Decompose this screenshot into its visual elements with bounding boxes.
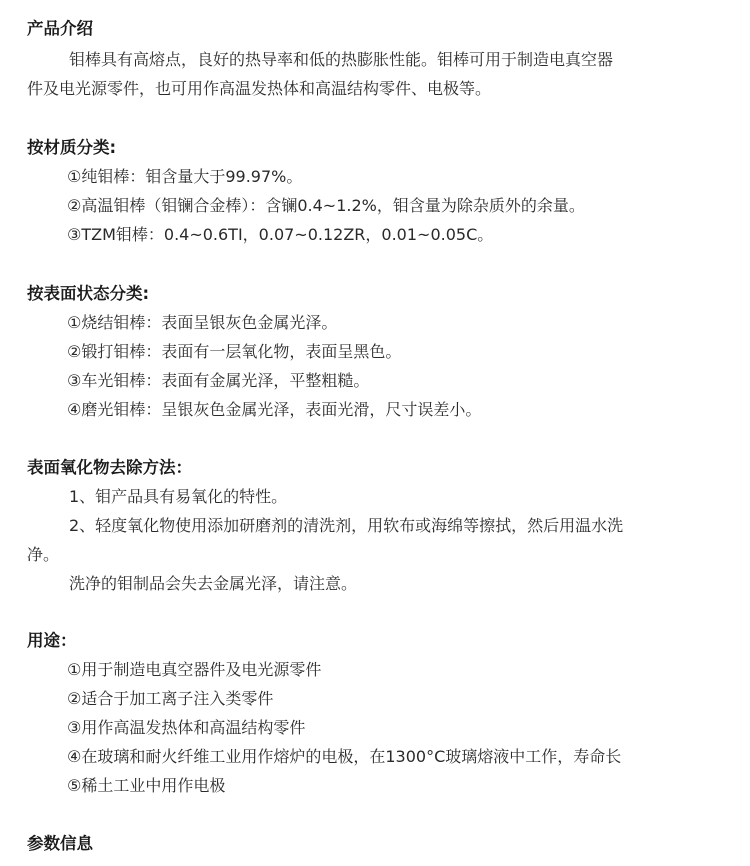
surface-list-item: ③车光钼棒：表面有金属光泽，平整粗糙。 [67, 371, 370, 390]
uses-list-item: ②适合于加工离子注入类零件 [67, 689, 274, 708]
surface-list-item: ②锻打钼棒：表面有一层氧化物，表面呈黑色。 [67, 342, 402, 361]
intro-line: 件及电光源零件，也可用作高温发热体和高温结构零件、电极等。 [27, 79, 492, 98]
oxide-note: 洗净的钼制品会失去金属光泽，请注意。 [69, 574, 358, 593]
oxide-line: 2、轻度氧化物使用添加研磨剂的清洗剂，用软布或海绵等擦拭，然后用温水洗 [69, 516, 624, 535]
section-title-params: 参数信息 [27, 834, 93, 853]
section-title-surface: 按表面状态分类: [27, 284, 150, 303]
material-list-item: ③TZM钼棒：0.4~0.6TI，0.07~0.12ZR，0.01~0.05C。 [67, 225, 494, 244]
uses-list-item: ⑤稀土工业中用作电极 [67, 776, 226, 795]
section-title-intro: 产品介绍 [27, 19, 93, 38]
material-list-item: ②高温钼棒（钼镧合金棒）：含镧0.4~1.2%，钼含量为除杂质外的余量。 [67, 196, 585, 215]
material-list-item: ①纯钼棒：钼含量大于99.97%。 [67, 167, 303, 186]
uses-list-item: ③用作高温发热体和高温结构零件 [67, 718, 306, 737]
surface-list-item: ①烧结钼棒：表面呈银灰色金属光泽。 [67, 313, 338, 332]
intro-line: 钼棒具有高熔点，良好的热导率和低的热膨胀性能。钼棒可用于制造电真空器 [69, 50, 614, 69]
section-title-oxide: 表面氧化物去除方法： [27, 458, 192, 477]
uses-list-item: ①用于制造电真空器件及电光源零件 [67, 660, 322, 679]
surface-list-item: ④磨光钼棒：呈银灰色金属光泽，表面光滑，尺寸误差小。 [67, 400, 482, 419]
oxide-line: 1、钼产品具有易氧化的特性。 [69, 487, 288, 506]
uses-list-item: ④在玻璃和耐火纤维工业用作熔炉的电极，在1300°C玻璃熔液中工作，寿命长 [67, 747, 622, 766]
section-title-uses: 用途： [27, 631, 77, 650]
oxide-line: 净。 [27, 545, 60, 564]
section-title-material: 按材质分类: [27, 138, 117, 157]
